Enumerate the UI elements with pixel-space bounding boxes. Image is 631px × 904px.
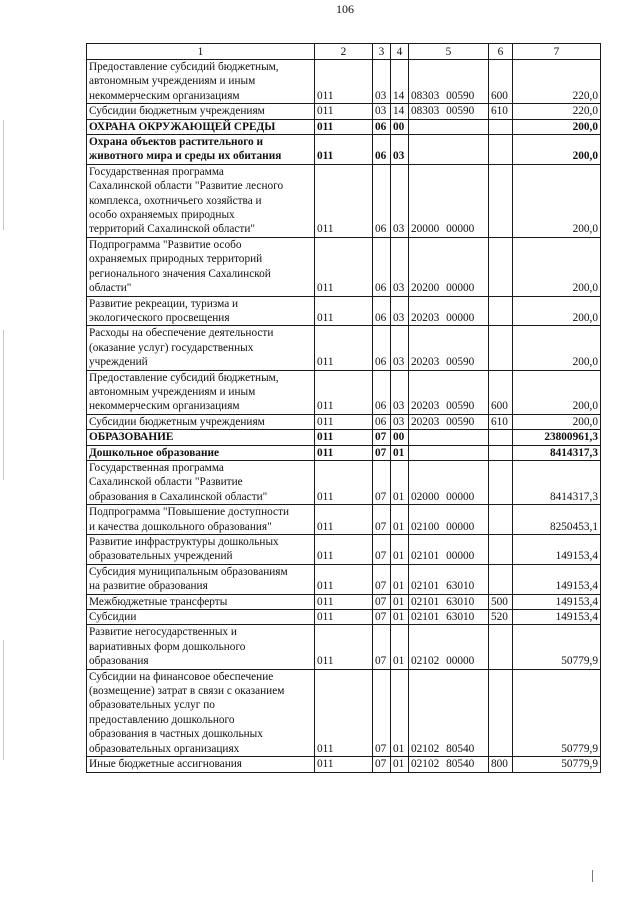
row-subsection-code: 03 (391, 237, 409, 296)
row-target-code: 02101 00000 (409, 535, 489, 565)
row-section-code: 06 (373, 119, 391, 134)
row-ved-code: 011 (315, 370, 373, 414)
row-subsection-code: 01 (391, 625, 409, 669)
row-subsection-code: 01 (391, 505, 409, 535)
row-ved-code: 011 (315, 135, 373, 165)
column-header: 2 (315, 44, 373, 60)
row-section-code: 07 (373, 564, 391, 594)
row-section-code: 06 (373, 370, 391, 414)
row-subsection-code: 01 (391, 669, 409, 756)
row-amount: 8414317,3 (513, 460, 601, 504)
row-amount: 50779,9 (513, 757, 601, 772)
row-target-code: 02101 63010 (409, 610, 489, 625)
row-expense-type (489, 296, 513, 326)
row-amount: 50779,9 (513, 625, 601, 669)
row-name: Иные бюджетные ассигнования (87, 757, 315, 772)
row-ved-code: 011 (315, 460, 373, 504)
row-subsection-code: 01 (391, 594, 409, 609)
row-ved-code: 011 (315, 757, 373, 772)
row-subsection-code: 03 (391, 370, 409, 414)
column-header: 3 (373, 44, 391, 60)
row-ved-code: 011 (315, 535, 373, 565)
row-subsection-code: 03 (391, 164, 409, 237)
row-subsection-code: 14 (391, 60, 409, 104)
row-section-code: 06 (373, 164, 391, 237)
row-target-code: 08303 00590 (409, 60, 489, 104)
row-amount: 8414317,3 (513, 445, 601, 460)
row-section-code: 07 (373, 669, 391, 756)
row-amount: 200,0 (513, 237, 601, 296)
row-name: Государственная программа Сахалинской области "Развитие образования в Сахалинской области" (87, 460, 315, 504)
row-name: Субсидии бюджетным учреждениям (87, 414, 315, 429)
row-expense-type (489, 445, 513, 460)
row-section-code: 07 (373, 594, 391, 609)
page-number: 106 (336, 2, 354, 16)
table-row (87, 564, 601, 594)
row-amount: 200,0 (513, 414, 601, 429)
table-row (87, 445, 601, 460)
row-target-code: 02102 00000 (409, 625, 489, 669)
table-row (87, 610, 601, 625)
row-ved-code: 011 (315, 119, 373, 134)
table-row (87, 535, 601, 565)
row-expense-type (489, 535, 513, 565)
row-section-code: 07 (373, 757, 391, 772)
row-ved-code: 011 (315, 564, 373, 594)
row-expense-type: 500 (489, 594, 513, 609)
row-subsection-code: 00 (391, 119, 409, 134)
row-subsection-code: 00 (391, 430, 409, 445)
row-amount: 149153,4 (513, 594, 601, 609)
row-expense-type (489, 460, 513, 504)
row-name: Подпрограмма "Развитие особо охраняемых природных территорий регионального значения Сахалинской области" (87, 237, 315, 296)
row-expense-type (489, 326, 513, 370)
table-row (87, 370, 601, 414)
row-section-code: 07 (373, 445, 391, 460)
row-ved-code: 011 (315, 414, 373, 429)
row-ved-code: 011 (315, 237, 373, 296)
row-name: Подпрограмма "Повышение доступности и качества дошкольного образования" (87, 505, 315, 535)
row-expense-type: 800 (489, 757, 513, 772)
row-ved-code: 011 (315, 669, 373, 756)
row-expense-type: 610 (489, 104, 513, 119)
row-target-code (409, 135, 489, 165)
row-subsection-code: 03 (391, 326, 409, 370)
row-name: Субсидии бюджетным учреждениям (87, 104, 315, 119)
table-row (87, 60, 601, 104)
row-section-code: 07 (373, 505, 391, 535)
table-row (87, 326, 601, 370)
row-subsection-code: 01 (391, 535, 409, 565)
row-amount: 200,0 (513, 370, 601, 414)
row-name: Развитие инфраструктуры дошкольных образовательных учреждений (87, 535, 315, 565)
row-expense-type (489, 505, 513, 535)
row-name: Предоставление субсидий бюджетным, автономным учреждениям и иным некоммерческим организациям (87, 370, 315, 414)
row-name: Охрана объектов растительного и животного мира и среды их обитания (87, 135, 315, 165)
row-ved-code: 011 (315, 610, 373, 625)
row-name: Предоставление субсидий бюджетным, автономным учреждениям и иным некоммерческим организациям (87, 60, 315, 104)
row-target-code: 08303 00590 (409, 104, 489, 119)
row-amount: 220,0 (513, 60, 601, 104)
scan-margin-line (3, 330, 4, 480)
row-expense-type (489, 564, 513, 594)
table-row (87, 164, 601, 237)
row-amount: 149153,4 (513, 535, 601, 565)
row-amount: 149153,4 (513, 610, 601, 625)
row-expense-type (489, 237, 513, 296)
row-expense-type (489, 135, 513, 165)
row-name: Субсидии (87, 610, 315, 625)
column-header: 7 (513, 44, 601, 60)
row-target-code: 02101 63010 (409, 564, 489, 594)
row-section-code: 03 (373, 104, 391, 119)
table-row (87, 625, 601, 669)
row-section-code: 07 (373, 430, 391, 445)
row-section-code: 07 (373, 460, 391, 504)
row-section-code: 03 (373, 60, 391, 104)
row-amount: 200,0 (513, 135, 601, 165)
row-section-code: 07 (373, 625, 391, 669)
row-ved-code: 011 (315, 326, 373, 370)
row-target-code: 02100 00000 (409, 505, 489, 535)
row-amount: 8250453,1 (513, 505, 601, 535)
row-amount: 200,0 (513, 296, 601, 326)
scan-mark (592, 870, 593, 882)
row-name: Развитие негосударственных и вариативных форм дошкольного образования (87, 625, 315, 669)
row-target-code (409, 430, 489, 445)
row-expense-type (489, 625, 513, 669)
row-amount: 220,0 (513, 104, 601, 119)
table-row (87, 594, 601, 609)
table-row (87, 237, 601, 296)
row-target-code: 02102 80540 (409, 669, 489, 756)
row-section-code: 06 (373, 326, 391, 370)
table-row (87, 414, 601, 429)
row-amount: 149153,4 (513, 564, 601, 594)
table-row (87, 460, 601, 504)
row-subsection-code: 01 (391, 445, 409, 460)
column-header: 1 (87, 44, 315, 60)
row-expense-type (489, 164, 513, 237)
table-row (87, 505, 601, 535)
table-row (87, 104, 601, 119)
row-amount: 23800961,3 (513, 430, 601, 445)
row-name: Субсидии на финансовое обеспечение (возмещение) затрат в связи с оказанием образовательных услуг по предоставлению дошкольного образования в частных дошкольных образовательных организациях (87, 669, 315, 756)
row-target-code: 20203 00590 (409, 370, 489, 414)
row-subsection-code: 03 (391, 135, 409, 165)
row-subsection-code: 01 (391, 757, 409, 772)
row-name: Дошкольное образование (87, 445, 315, 460)
scan-margin-line (3, 640, 4, 760)
row-ved-code: 011 (315, 625, 373, 669)
table-body (87, 60, 601, 773)
row-section-code: 06 (373, 296, 391, 326)
row-expense-type (489, 669, 513, 756)
row-section-code: 07 (373, 610, 391, 625)
row-subsection-code: 03 (391, 296, 409, 326)
row-expense-type: 610 (489, 414, 513, 429)
row-expense-type (489, 119, 513, 134)
row-target-code: 20203 00590 (409, 326, 489, 370)
row-expense-type: 600 (489, 370, 513, 414)
row-target-code (409, 119, 489, 134)
row-name: Расходы на обеспечение деятельности (оказание услуг) государственных учреждений (87, 326, 315, 370)
row-name: Межбюджетные трансферты (87, 594, 315, 609)
table-row (87, 757, 601, 772)
row-subsection-code: 01 (391, 460, 409, 504)
row-target-code: 02000 00000 (409, 460, 489, 504)
table-row (87, 135, 601, 165)
row-target-code: 20200 00000 (409, 237, 489, 296)
row-section-code: 06 (373, 414, 391, 429)
row-target-code: 20203 00000 (409, 296, 489, 326)
row-ved-code: 011 (315, 104, 373, 119)
row-name: Государственная программа Сахалинской области "Развитие лесного комплекса, охотничьего хозяйства и особо охраняемых природных территорий Сахалинской области" (87, 164, 315, 237)
row-target-code (409, 445, 489, 460)
row-section-code: 06 (373, 237, 391, 296)
row-subsection-code: 03 (391, 414, 409, 429)
row-name: Субсидия муниципальным образованиям на развитие образования (87, 564, 315, 594)
row-subsection-code: 01 (391, 564, 409, 594)
row-amount: 200,0 (513, 326, 601, 370)
row-name: ОХРАНА ОКРУЖАЮЩЕЙ СРЕДЫ (87, 119, 315, 134)
row-section-code: 07 (373, 535, 391, 565)
row-amount: 200,0 (513, 119, 601, 134)
row-ved-code: 011 (315, 60, 373, 104)
row-name: ОБРАЗОВАНИЕ (87, 430, 315, 445)
row-expense-type: 600 (489, 60, 513, 104)
row-ved-code: 011 (315, 296, 373, 326)
row-ved-code: 011 (315, 430, 373, 445)
scan-margin-line (3, 120, 4, 230)
budget-table (86, 43, 601, 773)
row-amount: 50779,9 (513, 669, 601, 756)
table-row (87, 430, 601, 445)
row-ved-code: 011 (315, 445, 373, 460)
table-row (87, 669, 601, 756)
row-ved-code: 011 (315, 164, 373, 237)
row-target-code: 02101 63010 (409, 594, 489, 609)
column-header: 4 (391, 44, 409, 60)
table-row (87, 296, 601, 326)
table-row (87, 119, 601, 134)
row-ved-code: 011 (315, 505, 373, 535)
row-target-code: 20203 00590 (409, 414, 489, 429)
row-target-code: 20000 00000 (409, 164, 489, 237)
row-target-code: 02102 80540 (409, 757, 489, 772)
row-ved-code: 011 (315, 594, 373, 609)
column-header-row (87, 44, 601, 60)
row-expense-type (489, 430, 513, 445)
row-amount: 200,0 (513, 164, 601, 237)
row-subsection-code: 14 (391, 104, 409, 119)
row-subsection-code: 01 (391, 610, 409, 625)
column-header: 6 (489, 44, 513, 60)
column-header: 5 (409, 44, 489, 60)
row-expense-type: 520 (489, 610, 513, 625)
row-name: Развитие рекреации, туризма и экологического просвещения (87, 296, 315, 326)
row-section-code: 06 (373, 135, 391, 165)
